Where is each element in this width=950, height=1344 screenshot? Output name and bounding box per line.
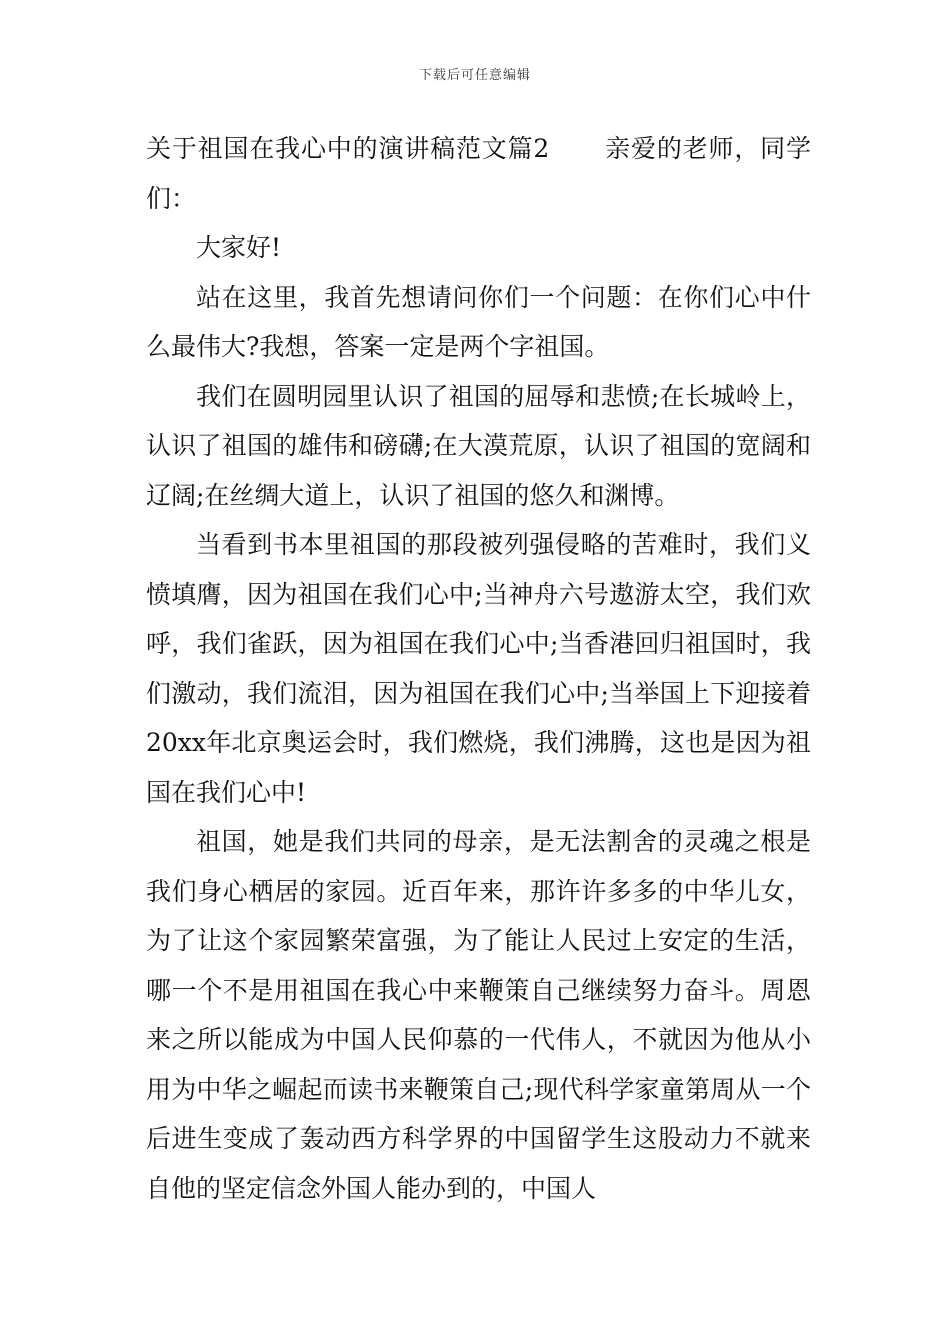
title-paragraph: [146, 124, 811, 223]
page-header-note: 下载后可任意编辑: [418, 68, 531, 83]
paragraph-landmarks: 我们在圆明园里认识了祖国的屈辱和悲愤;在长城岭上，认识了祖国的雄伟和磅礴;在大漠荒原，认识了祖国的宽阔和辽阔;在丝绸大道上，认识了祖国的悠久和渊博。: [146, 381, 811, 510]
salutation: 亲爱的老师，同学们：: [146, 134, 811, 213]
paragraph-question: 站在这里，我首先想请问你们一个问题：在你们心中什么最伟大?我想，答案一定是两个字祖国。: [146, 282, 811, 361]
paragraph-motherland: 祖国，她是我们共同的母亲，是无法割舍的灵魂之根是我们身心栖居的家园。近百年来，那许许多多的中华儿女，为了让这个家园繁荣富强，为了能让人民过上安定的生活，哪一个不是用祖国在我心中来鞭策自己继续努力奋斗。周恩来之所以能成为中国人民仰慕的一代伟人，不就因为他从小用为中华之崛起而读书来鞭策自己;现代科学家童第周从一个后进生变成了轰动西方科学界的中国留学生这股动力不就来自他的坚定信念外国人能办到的，中国人: [146, 827, 811, 1203]
paragraph-greeting: 大家好!: [196, 233, 282, 262]
document-title: 关于祖国在我心中的演讲稿范文篇2: [146, 134, 550, 163]
paragraph-events: 当看到书本里祖国的那段被列强侵略的苦难时，我们义愤填膺，因为祖国在我们心中;当神舟六号遨游太空，我们欢呼，我们雀跃，因为祖国在我们心中;当香港回归祖国时，我们激动，我们流泪，因为祖国在我们心中;当举国上下迎接着20xx年北京奥运会时，我们燃烧，我们沸腾，这也是因为祖国在我们心中!: [146, 530, 811, 807]
document-body: [146, 124, 811, 1213]
